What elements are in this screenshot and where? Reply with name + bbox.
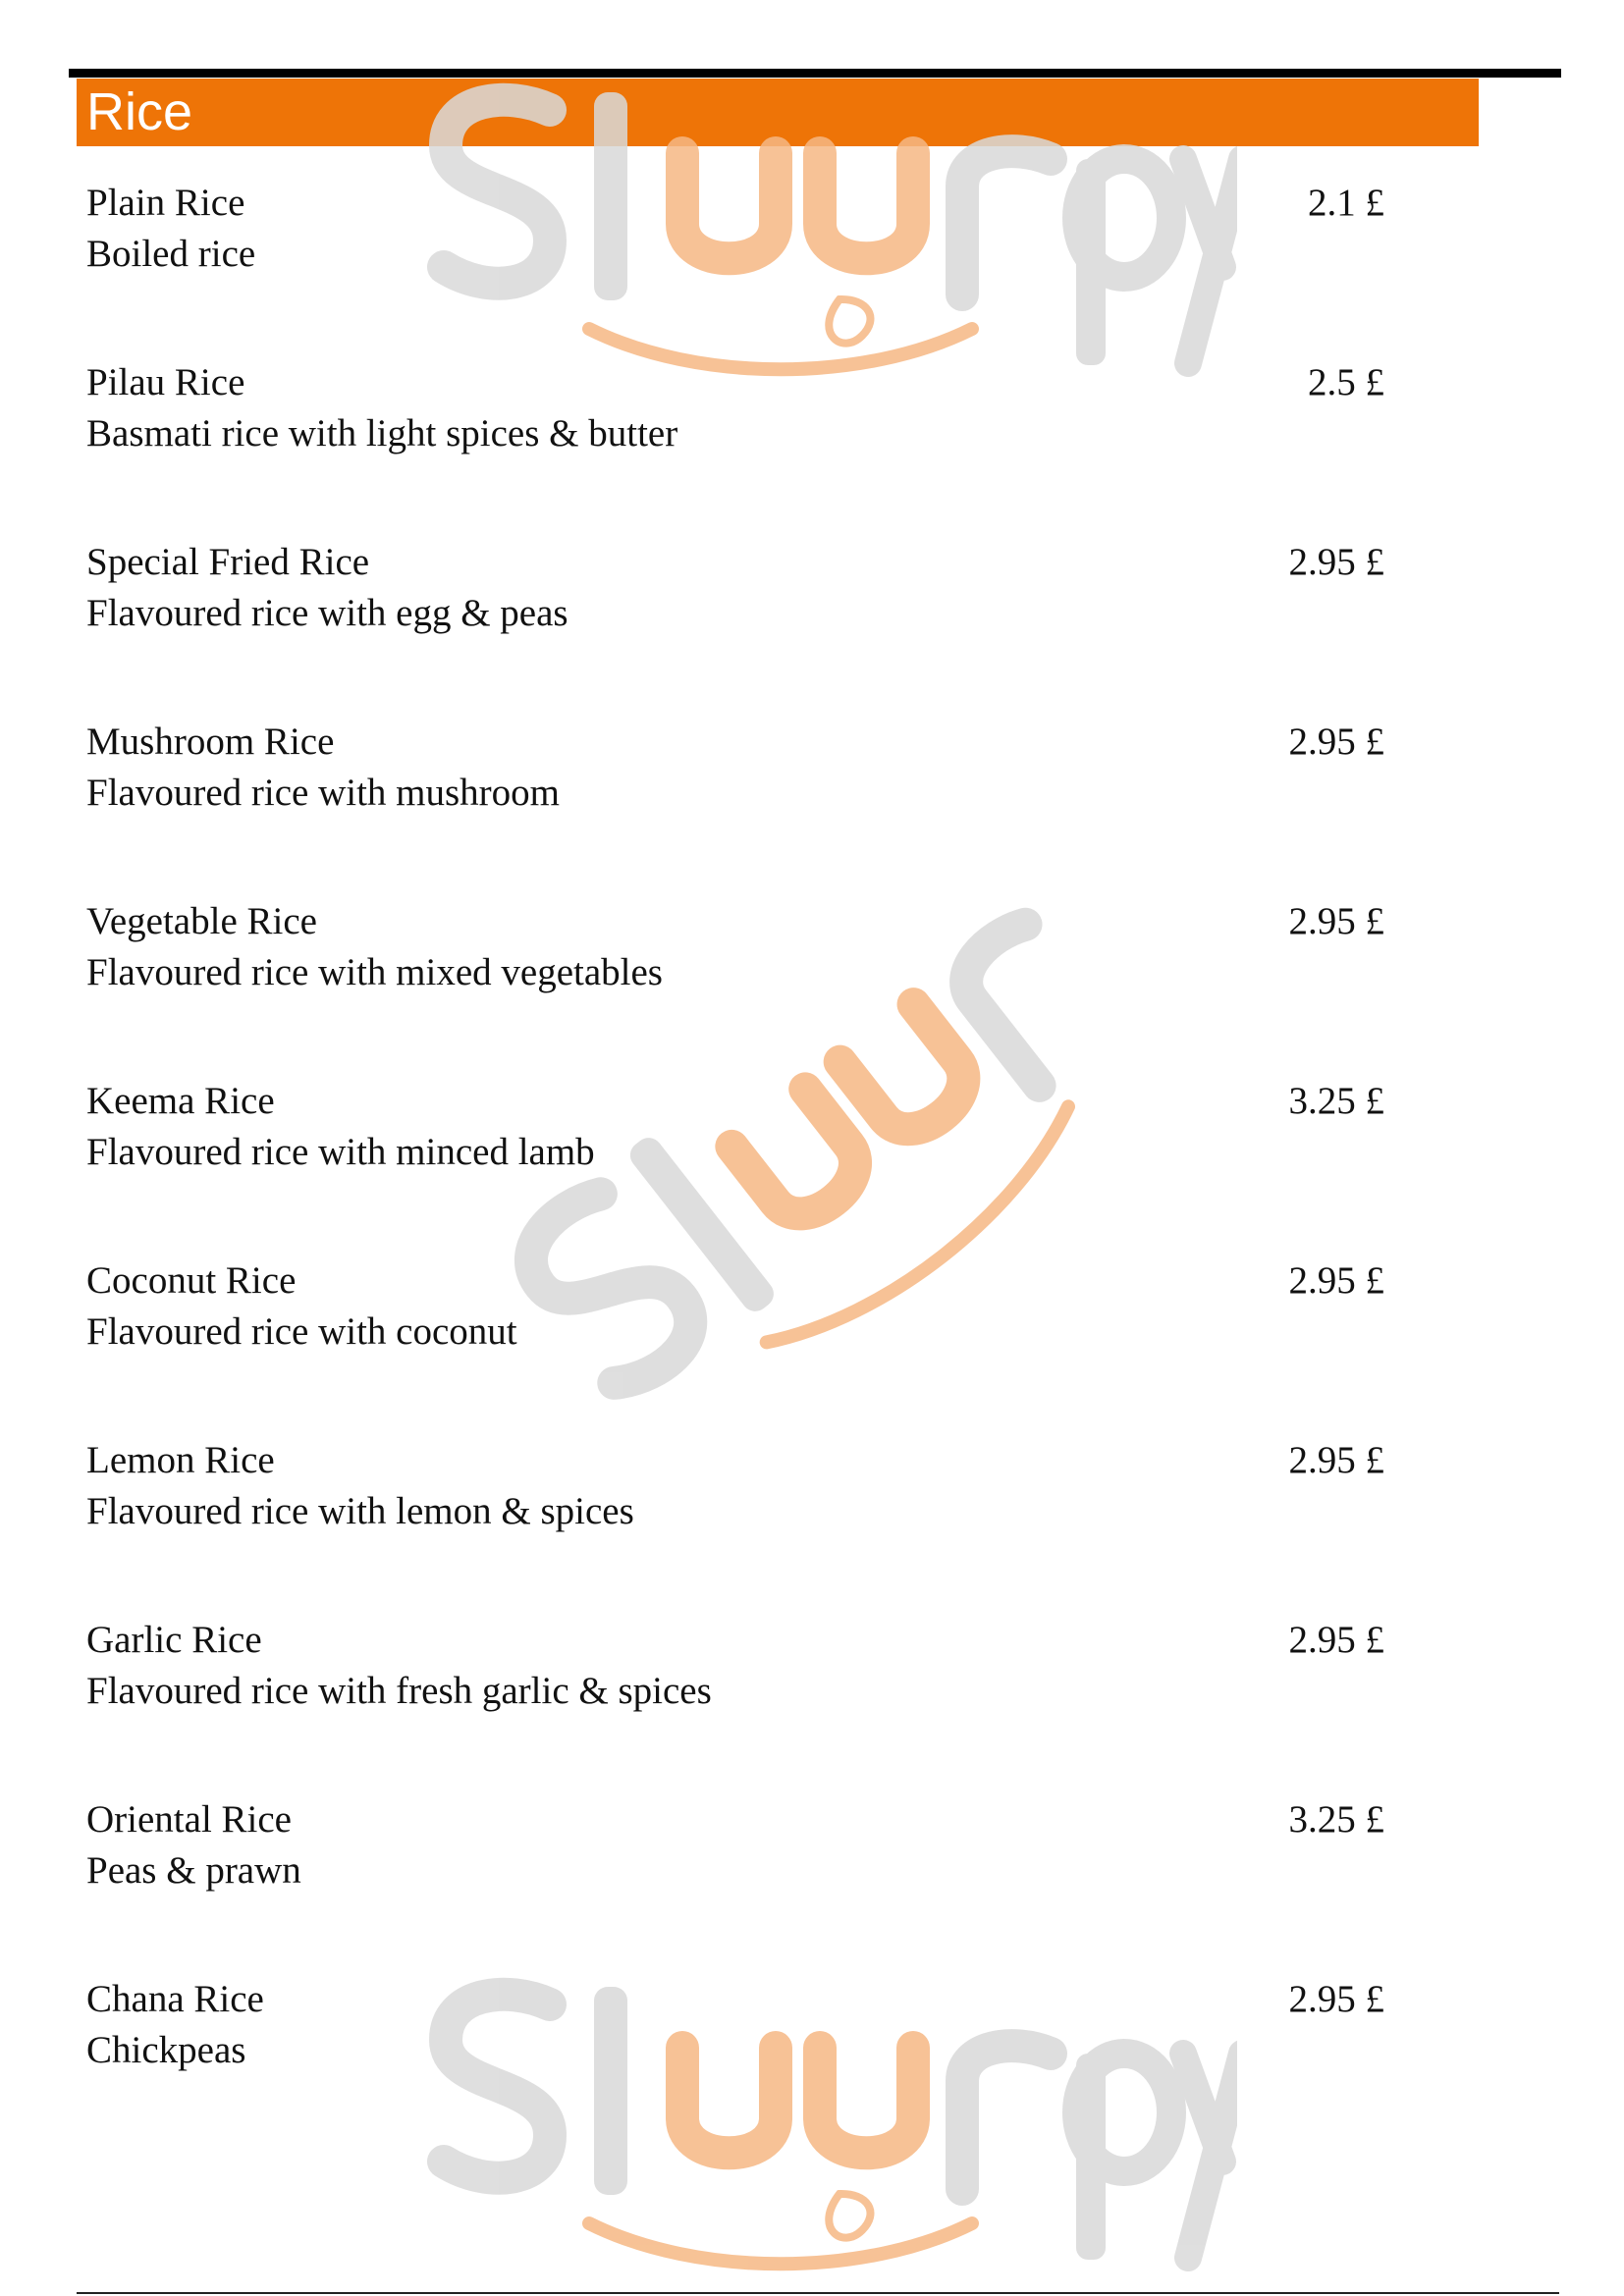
menu-item-garlic-rice bbox=[86, 1618, 1384, 1726]
menu-item-oriental-rice bbox=[86, 1797, 1384, 1905]
item-description: Chickpeas bbox=[86, 2029, 246, 2071]
item-price: 2.95 £ bbox=[1288, 1259, 1384, 1302]
menu-item-vegetable-rice bbox=[86, 899, 1384, 1007]
item-description: Flavoured rice with lemon & spices bbox=[86, 1490, 634, 1532]
menu-item-lemon-rice bbox=[86, 1438, 1384, 1546]
item-price: 2.95 £ bbox=[1288, 1439, 1384, 1481]
menu-item-chana-rice bbox=[86, 1977, 1384, 2085]
menu-item-special-fried-rice bbox=[86, 540, 1384, 648]
item-price: 2.95 £ bbox=[1288, 721, 1384, 763]
item-price: 2.95 £ bbox=[1288, 1619, 1384, 1661]
item-description: Flavoured rice with mixed vegetables bbox=[86, 951, 663, 993]
item-name: Mushroom Rice bbox=[86, 721, 335, 763]
item-description: Flavoured rice with fresh garlic & spices bbox=[86, 1670, 712, 1712]
item-price: 2.1 £ bbox=[1308, 182, 1384, 224]
item-description: Boiled rice bbox=[86, 233, 256, 275]
item-name: Special Fried Rice bbox=[86, 541, 370, 583]
item-name: Pilau Rice bbox=[86, 361, 245, 403]
menu-item-keema-rice bbox=[86, 1079, 1384, 1187]
menu-item-coconut-rice bbox=[86, 1258, 1384, 1366]
item-price: 2.5 £ bbox=[1308, 361, 1384, 403]
item-name: Keema Rice bbox=[86, 1080, 275, 1122]
item-description: Flavoured rice with coconut bbox=[86, 1310, 517, 1353]
item-price: 2.95 £ bbox=[1288, 900, 1384, 942]
menu-item-mushroom-rice bbox=[86, 720, 1384, 828]
item-name: Lemon Rice bbox=[86, 1439, 275, 1481]
item-price: 2.95 £ bbox=[1288, 541, 1384, 583]
item-description: Flavoured rice with minced lamb bbox=[86, 1131, 595, 1173]
item-name: Garlic Rice bbox=[86, 1619, 262, 1661]
menu-item-pilau-rice bbox=[86, 360, 1384, 468]
item-price: 2.95 £ bbox=[1288, 1978, 1384, 2020]
menu-item-plain-rice bbox=[86, 181, 1384, 289]
item-price: 3.25 £ bbox=[1288, 1798, 1384, 1841]
item-price: 3.25 £ bbox=[1288, 1080, 1384, 1122]
section-title: Rice bbox=[86, 82, 193, 141]
item-description: Flavoured rice with egg & peas bbox=[86, 592, 568, 634]
item-name: Oriental Rice bbox=[86, 1798, 292, 1841]
item-description: Peas & prawn bbox=[86, 1849, 301, 1892]
item-name: Chana Rice bbox=[86, 1978, 264, 2020]
item-description: Basmati rice with light spices & butter bbox=[86, 412, 678, 454]
item-description: Flavoured rice with mushroom bbox=[86, 772, 560, 814]
item-name: Vegetable Rice bbox=[86, 900, 317, 942]
item-name: Plain Rice bbox=[86, 182, 245, 224]
item-name: Coconut Rice bbox=[86, 1259, 297, 1302]
